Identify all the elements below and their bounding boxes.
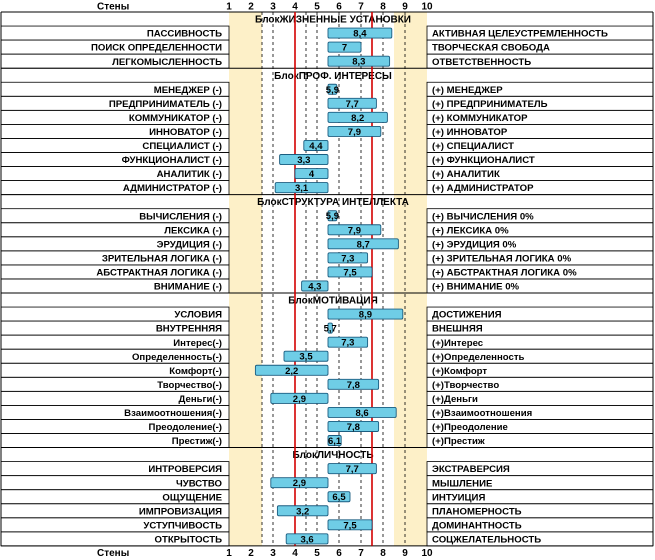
bar-value-label: 6,1 <box>327 436 342 448</box>
block-title: БлокЛИЧНОСТЬ <box>292 450 374 462</box>
bar-value-label: 5,9 <box>325 84 340 96</box>
scale-tick-top: 9 <box>402 1 408 13</box>
band-right <box>394 12 427 546</box>
scale-tick-top: 4 <box>292 1 298 13</box>
row-right-label: (+)Интерес <box>432 337 484 349</box>
scale-tick-top: 7 <box>358 1 364 13</box>
bar-value-label: 5,7 <box>323 323 337 335</box>
bar-value-label: 2,2 <box>285 365 299 377</box>
bar-value-label: 7,8 <box>346 379 360 391</box>
row-right-label: (+) ВЫЧИСЛЕНИЯ 0% <box>432 211 534 223</box>
bar-value-label: 8,4 <box>353 28 367 40</box>
row-right-label: (+)Деньги <box>432 393 478 405</box>
bar-value-label: 7,3 <box>341 253 355 265</box>
row-right-label: ОТВЕТСТВЕННОСТЬ <box>432 56 532 68</box>
bar-value-label: 7,7 <box>345 98 359 110</box>
row-left-label: ФУНКЦИОНАЛИСТ (-) <box>121 155 222 167</box>
row-left-label: ЛЕКСИКА (-) <box>164 225 222 237</box>
scale-tick-top: 6 <box>336 1 342 13</box>
block-title: БлокПРОФ. ИНТЕРЕСЫ <box>274 70 392 82</box>
row-left-label: УСЛОВИЯ <box>174 309 222 321</box>
scale-tick-bottom: 9 <box>402 547 408 559</box>
scale-tick-bottom: 10 <box>421 547 433 559</box>
bar-value-label: 7,8 <box>346 421 360 433</box>
row-left-label: Деньги(-) <box>178 393 222 405</box>
row-left-label: ВЫЧИСЛЕНИЯ (-) <box>139 211 222 223</box>
scale-tick-top: 10 <box>421 1 433 13</box>
scale-label-top: Стены <box>97 1 130 13</box>
row-left-label: АНАЛИТИК (-) <box>156 169 222 181</box>
scale-tick-bottom: 6 <box>336 547 342 559</box>
scale-tick-top: 5 <box>314 1 320 13</box>
row-left-label: Комфорт(-) <box>169 365 222 377</box>
bar-value-label: 3,1 <box>294 183 309 195</box>
row-left-label: ВНИМАНИЕ (-) <box>153 281 222 293</box>
row-left-label: ПРЕДПРИНИМАТЕЛЬ (-) <box>108 98 222 110</box>
row-right-label: (+)Комфорт <box>432 365 488 377</box>
scale-tick-bottom: 8 <box>380 547 386 559</box>
row-right-label: (+)Определенность <box>432 351 525 363</box>
scale-label-bottom: Стены <box>97 547 130 559</box>
row-right-label: МЫШЛЕНИЕ <box>432 478 493 490</box>
row-right-label: АКТИВНАЯ ЦЕЛЕУСТРЕМЛЕННОСТЬ <box>432 28 608 40</box>
bar-value-label: 3,3 <box>297 155 311 167</box>
row-left-label: ВНУТРЕННЯЯ <box>155 323 222 335</box>
row-right-label: (+) ЗРИТЕЛЬНАЯ ЛОГИКА 0% <box>432 253 572 265</box>
block-title: БлокЖИЗНЕННЫЕ УСТАНОВКИ <box>255 14 411 26</box>
row-right-label: (+) КОММУНИКАТОР <box>432 112 528 124</box>
row-left-label: ОЩУЩЕНИЕ <box>162 492 222 504</box>
row-right-label: (+) ЛЕКСИКА 0% <box>432 225 509 237</box>
bar-value-label: 5,9 <box>325 211 340 223</box>
row-right-label: (+)Взаимоотношения <box>432 408 533 420</box>
row-right-label: ВНЕШНЯЯ <box>432 323 483 335</box>
bar-value-label: 4 <box>308 169 315 181</box>
bar-value-label: 3,2 <box>296 506 310 518</box>
scale-tick-top: 3 <box>270 1 276 13</box>
row-left-label: Престиж(-) <box>171 436 222 448</box>
row-left-label: СПЕЦИАЛИСТ (-) <box>142 141 222 153</box>
bar-value-label: 7,5 <box>343 520 357 532</box>
bar-value-label: 2,9 <box>292 478 307 490</box>
scale-tick-bottom: 4 <box>292 547 298 559</box>
scale-tick-bottom: 5 <box>314 547 320 559</box>
bar-value-label: 7,5 <box>343 267 357 279</box>
row-right-label: (+) МЕНЕДЖЕР <box>432 84 503 96</box>
bar-value-label: 3,5 <box>299 351 313 363</box>
row-left-label: ОТКРЫТОСТЬ <box>154 534 222 546</box>
row-left-label: Взаимоотношения(-) <box>124 408 222 420</box>
row-left-label: КОММУНИКАТОР (-) <box>128 112 222 124</box>
scale-tick-bottom: 1 <box>226 547 232 559</box>
bar-value-label: 8,3 <box>352 56 366 68</box>
row-left-label: Преодоление(-) <box>148 422 222 434</box>
row-right-label: (+)Преодоление <box>432 422 508 434</box>
row-left-label: Определенность(-) <box>131 351 222 363</box>
row-right-label: (+) АДМИНИСТРАТОР <box>432 183 534 195</box>
bar-value-label: 8,7 <box>356 239 370 251</box>
bar-value-label: 4,3 <box>308 281 322 293</box>
bar-value-label: 8,9 <box>358 309 373 321</box>
row-right-label: ДОМИНАНТНОСТЬ <box>432 520 522 532</box>
bar-value-label: 7,9 <box>347 126 362 138</box>
row-left-label: УСТУПЧИВОСТЬ <box>143 520 222 532</box>
row-left-label: ЭРУДИЦИЯ (-) <box>156 239 222 251</box>
row-right-label: (+) ПРЕДПРИНИМАТЕЛЬ <box>432 98 548 110</box>
row-left-label: ПАССИВНОСТЬ <box>146 28 222 40</box>
row-right-label: (+) АБСТРАКТНАЯ ЛОГИКА 0% <box>432 267 577 279</box>
row-right-label: СОЦЖЕЛАТЕЛЬНОСТЬ <box>432 534 542 546</box>
row-right-label: ИНТУИЦИЯ <box>432 492 486 504</box>
row-left-label: Творчество(-) <box>157 379 222 391</box>
row-right-label: (+) ВНИМАНИЕ 0% <box>432 281 520 293</box>
scale-tick-bottom: 2 <box>248 547 254 559</box>
bar-value-label: 8,6 <box>355 407 369 419</box>
block-title: БлокМОТИВАЦИЯ <box>288 295 378 307</box>
row-left-label: АБСТРАКТНАЯ ЛОГИКА (-) <box>96 267 222 279</box>
row-right-label: (+) ФУНКЦИОНАЛИСТ <box>432 155 535 167</box>
bar-value-label: 3,6 <box>300 534 314 546</box>
scale-tick-bottom: 7 <box>358 547 364 559</box>
row-right-label: (+) ЭРУДИЦИЯ 0% <box>432 239 517 251</box>
bar-value-label: 7 <box>341 42 348 54</box>
row-left-label: ЧУВСТВО <box>176 478 222 490</box>
row-left-label: МЕНЕДЖЕР (-) <box>153 84 222 96</box>
bar-value-label: 8,2 <box>351 112 365 124</box>
bar-value-label: 4,4 <box>309 140 323 152</box>
row-left-label: АДМИНИСТРАТОР (-) <box>122 183 222 195</box>
row-right-label: ТВОРЧЕСКАЯ СВОБОДА <box>432 42 550 54</box>
row-right-label: (+)Творчество <box>432 379 500 391</box>
bar-value-label: 2,9 <box>292 393 307 405</box>
scale-tick-bottom: 3 <box>270 547 276 559</box>
row-left-label: ПОИСК ОПРЕДЕЛЕННОСТИ <box>91 42 222 54</box>
scale-tick-top: 1 <box>226 1 232 13</box>
row-right-label: ЭКСТРАВЕРСИЯ <box>432 464 510 476</box>
row-right-label: (+) ИННОВАТОР <box>432 127 508 139</box>
row-left-label: ЗРИТЕЛЬНАЯ ЛОГИКА (-) <box>101 253 222 265</box>
bar-value-label: 7,9 <box>347 225 362 237</box>
row-left-label: ИНТРОВЕРСИЯ <box>148 464 222 476</box>
scale-tick-top: 2 <box>248 1 254 13</box>
bar-value-label: 7,7 <box>345 464 359 476</box>
row-right-label: ПЛАНОМЕРНОСТЬ <box>432 506 522 518</box>
bar-value-label: 7,3 <box>341 337 355 349</box>
row-left-label: ИМПРОВИЗАЦИЯ <box>138 506 222 518</box>
scale-tick-top: 8 <box>380 1 386 13</box>
bar-value-label: 6,5 <box>332 492 346 504</box>
row-left-label: Интерес(-) <box>173 337 222 349</box>
block-title: БлокСТРУКТУРА ИНТЕЛЛЕКТА <box>257 197 409 209</box>
band-left <box>229 12 262 546</box>
row-left-label: ИННОВАТОР (-) <box>149 127 222 139</box>
row-right-label: (+) СПЕЦИАЛИСТ <box>432 141 515 153</box>
row-left-label: ЛЕГКОМЫСЛЕННОСТЬ <box>112 56 222 68</box>
row-right-label: ДОСТИЖЕНИЯ <box>432 309 502 321</box>
row-right-label: (+) АНАЛИТИК <box>432 169 500 181</box>
row-right-label: (+)Престиж <box>432 436 485 448</box>
